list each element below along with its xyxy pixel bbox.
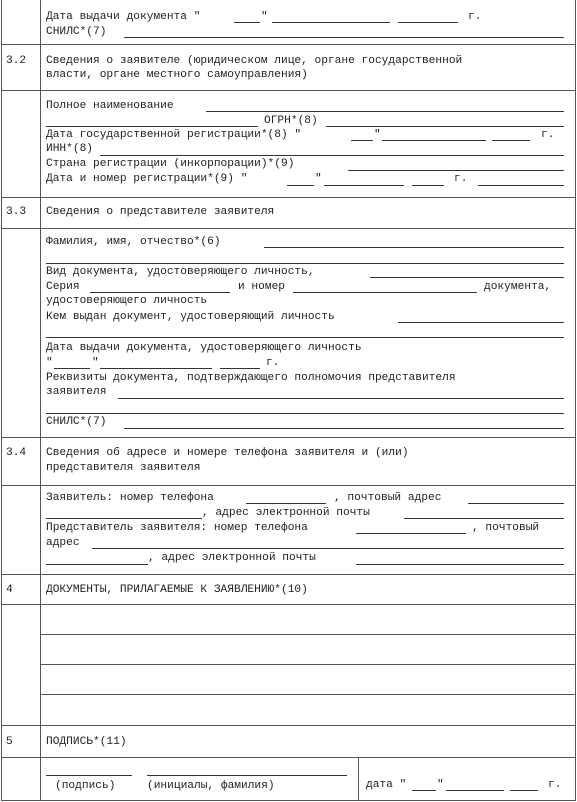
reg-month-field[interactable] xyxy=(382,140,486,141)
number-column-divider xyxy=(40,0,41,801)
quote-mark: " xyxy=(315,173,322,185)
rep-email-label: , адрес электронной почты xyxy=(148,552,316,564)
email-label: , адрес электронной почты xyxy=(202,507,370,519)
inn-field[interactable] xyxy=(100,155,564,156)
number-field[interactable] xyxy=(293,292,477,293)
snils-label: СНИЛС*(7) xyxy=(46,416,107,428)
issue-month-field[interactable] xyxy=(100,368,212,369)
section-divider xyxy=(1,437,576,438)
applicant-postal-field-cont[interactable] xyxy=(46,518,202,519)
rep-postal-field-cont[interactable] xyxy=(46,564,148,565)
section-divider xyxy=(1,725,576,726)
date-month-field[interactable] xyxy=(446,790,504,791)
year-suffix: г. xyxy=(454,173,468,185)
snils-field[interactable] xyxy=(124,37,564,38)
full-name-field-cont[interactable] xyxy=(46,126,258,127)
issue-date-label: Дата выдачи документа " xyxy=(46,11,201,23)
section-title: Сведения об адресе и номере телефона заявителя и (или) xyxy=(46,447,409,459)
doc-type-field[interactable] xyxy=(370,277,564,278)
year-field[interactable] xyxy=(398,22,458,23)
rep-phone-label: Представитель заявителя: номер телефона xyxy=(46,522,308,534)
applicant-email-field[interactable] xyxy=(404,518,564,519)
document-label: документа, xyxy=(484,281,552,293)
country-field[interactable] xyxy=(348,170,564,171)
reg-year-field[interactable] xyxy=(492,140,530,141)
applicant-postal-field[interactable] xyxy=(468,503,564,504)
reg-date-label: Дата государственной регистрации*(8) " xyxy=(46,129,302,141)
section-title-cont: представителя заявителя xyxy=(46,462,201,474)
reg-day-field[interactable] xyxy=(351,140,373,141)
quote-mark: " xyxy=(261,11,268,23)
identity-label: удостоверяющего личность xyxy=(46,295,208,307)
postal-label: , почтовый адрес xyxy=(334,492,442,504)
issued-by-field-cont[interactable] xyxy=(46,337,564,338)
fio-field[interactable] xyxy=(264,247,564,248)
section-divider xyxy=(1,604,576,605)
section-divider xyxy=(1,44,576,45)
number-label: и номер xyxy=(238,281,285,293)
year-suffix: г. xyxy=(266,357,280,369)
year-suffix: г. xyxy=(541,129,555,141)
year-suffix: г. xyxy=(548,779,562,791)
reg-num-month-field[interactable] xyxy=(324,185,404,186)
issue-year-field[interactable] xyxy=(220,368,260,369)
snils-field[interactable] xyxy=(124,428,564,429)
power-doc-label: Реквизиты документа, подтверждающего полномочия представителя xyxy=(46,372,456,384)
issue-date-label: Дата выдачи документа, удостоверяющего личность xyxy=(46,342,362,354)
date-column-divider xyxy=(358,757,359,801)
month-field[interactable] xyxy=(272,22,390,23)
attachment-row[interactable] xyxy=(41,664,576,665)
section-number: 3.4 xyxy=(6,447,27,459)
address-label: адрес xyxy=(46,537,80,549)
power-doc-field[interactable] xyxy=(118,398,564,399)
rep-postal-field[interactable] xyxy=(92,548,564,549)
initials-caption: (инициалы, фамилия) xyxy=(147,780,275,792)
section-divider xyxy=(1,228,576,229)
issued-by-field[interactable] xyxy=(398,322,564,323)
series-label: Серия xyxy=(46,281,80,293)
section-title: ПОДПИСЬ*(11) xyxy=(46,736,127,748)
section-title: ДОКУМЕНТЫ, ПРИЛАГАЕМЫЕ К ЗАЯВЛЕНИЮ*(10) xyxy=(46,584,308,596)
full-name-label: Полное наименование xyxy=(46,100,174,112)
signature-caption: (подпись) xyxy=(55,780,116,792)
reg-num-number-field[interactable] xyxy=(478,185,564,186)
country-label: Страна регистрации (инкорпорации)*(9) xyxy=(46,158,295,170)
snils-label: СНИЛС*(7) xyxy=(46,26,107,38)
date-label: дата " xyxy=(366,779,407,791)
quote-mark: " xyxy=(46,357,53,369)
quote-mark: " xyxy=(374,129,381,141)
issued-by-label: Кем выдан документ, удостоверяющий личность xyxy=(46,311,335,323)
day-field[interactable] xyxy=(234,22,260,23)
section-divider xyxy=(1,197,576,198)
ogrn-label: ОГРН*(8) xyxy=(264,115,318,127)
section-title-cont: власти, органе местного самоуправления) xyxy=(46,69,308,81)
inn-label: ИНН*(8) xyxy=(46,143,93,155)
fio-label: Фамилия, имя, отчество*(6) xyxy=(46,236,221,248)
section-title: Сведения о представителе заявителя xyxy=(46,206,275,218)
year-suffix: г. xyxy=(468,11,482,23)
section-number: 4 xyxy=(6,584,13,596)
attachment-row[interactable] xyxy=(41,694,576,695)
section-number: 5 xyxy=(6,736,13,748)
section-divider xyxy=(1,757,576,758)
rep-email-field[interactable] xyxy=(356,564,564,565)
ogrn-field[interactable] xyxy=(326,126,564,127)
rep-phone-field[interactable] xyxy=(356,533,466,534)
reg-number-label: Дата и номер регистрации*(9) " xyxy=(46,173,248,185)
quote-mark: " xyxy=(437,779,444,791)
reg-num-year-field[interactable] xyxy=(412,185,444,186)
section-number: 3.3 xyxy=(6,206,27,218)
section-divider xyxy=(1,574,576,575)
date-year-field[interactable] xyxy=(510,790,538,791)
section-divider xyxy=(1,90,576,91)
section-title: Сведения о заявителе (юридическом лице, органе государственной xyxy=(46,55,463,67)
power-doc-field-cont[interactable] xyxy=(46,413,564,414)
attachment-row[interactable] xyxy=(41,634,576,635)
fio-field-cont[interactable] xyxy=(46,263,564,264)
reg-num-day-field[interactable] xyxy=(287,185,314,186)
section-divider xyxy=(1,485,576,486)
doc-type-label: Вид документа, удостоверяющего личность, xyxy=(46,266,315,278)
full-name-field[interactable] xyxy=(206,111,564,112)
initials-field[interactable] xyxy=(147,775,347,776)
series-field[interactable] xyxy=(90,292,230,293)
quote-mark: " xyxy=(92,357,99,369)
applicant-phone-label: Заявитель: номер телефона xyxy=(46,492,214,504)
date-day-field[interactable] xyxy=(412,790,436,791)
section-number: 3.2 xyxy=(6,55,27,67)
rep-postal-label: , почтовый xyxy=(472,522,540,534)
applicant-phone-field[interactable] xyxy=(246,503,326,504)
issue-day-field[interactable] xyxy=(54,368,90,369)
power-doc-label-cont: заявителя xyxy=(46,386,107,398)
signature-field[interactable] xyxy=(46,775,132,776)
